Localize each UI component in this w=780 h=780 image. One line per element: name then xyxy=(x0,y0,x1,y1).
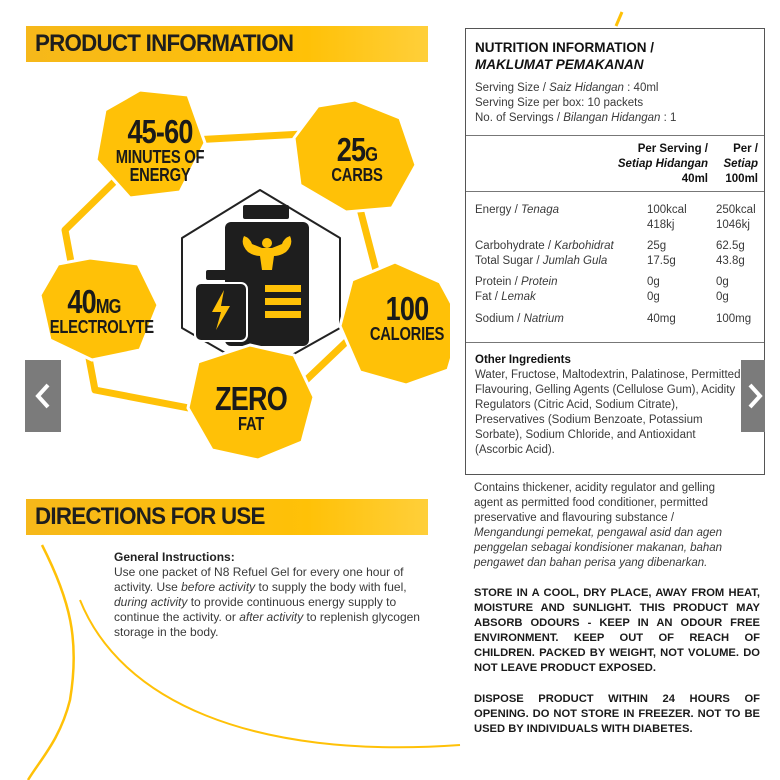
serving-size: Serving Size / Saiz Hidangan : 40ml xyxy=(475,82,659,94)
row-energy-kj-v1: 418kj xyxy=(647,219,675,231)
carousel-prev-button[interactable] xyxy=(25,360,61,432)
row-sugar-label: Total Sugar / Jumlah Gula xyxy=(475,255,608,267)
stat-electrolyte: 40MG ELECTROLYTE xyxy=(49,283,154,337)
other-ingredients: Other Ingredients Water, Fructose, Maltodextrin, Palatinose, Permitted Flavouring, Gelling Agents (Cellulose Gum), Acidity Regulators (Citric Acid, Sodium Citrate), Preservatives (Sodium Benzoate, Potassium Sorbate), Sodium Chloride, and Antioxidant (Ascorbic Acid). xyxy=(475,353,761,458)
divider xyxy=(466,342,764,343)
row-sugar-v2: 43.8g xyxy=(716,255,745,267)
row-fat-v2: 0g xyxy=(716,291,729,303)
storage-warning: STORE IN A COOL, DRY PLACE, AWAY FROM HEAT, MOISTURE AND SUNLIGHT. THIS PRODUCT MAY ABSORB ODOURS - KEEP IN AN ODOUR FREE ENVIRONMENT. KEEP OUT OF REACH OF CHILDREN. PACKED BY WEIGHT, NOT VOLUME. DO NOT LEAVE PRODUCT EXPOSED. xyxy=(474,587,760,674)
contains-text: Contains thickener, acidity regulator and gelling agent as permitted food conditioner, permitted preservative and flavouring substance / Mengandungi pemekat, pengawal asid dan agen penggelan sebagai kondisioner makanan, bahan pengawet dan bahan perisa yang dibenarkan. xyxy=(474,482,723,569)
row-carbohydrate-v1: 25g xyxy=(647,240,667,252)
row-sugar-v1: 17.5g xyxy=(647,255,676,267)
directions-text: Use one packet of N8 Refuel Gel for every one hour of activity. Use before activity to supply the body with fuel, during activity to provide continuous energy supply to continue the activity. or after activity to replenish glycogen storage in the body. xyxy=(114,565,420,639)
stat-zero-fat: ZERO FAT xyxy=(215,380,287,434)
stat-calories: 100 CALORIES xyxy=(369,290,445,344)
product-info-title: PRODUCT INFORMATION xyxy=(35,30,294,57)
row-energy-v2: 250kcal xyxy=(716,204,756,216)
row-protein-label: Protein / Protein xyxy=(475,276,558,288)
directions-title: DIRECTIONS FOR USE xyxy=(35,503,265,530)
directions-subtitle: General Instructions: xyxy=(114,550,235,564)
nutrition-panel xyxy=(465,28,765,475)
row-sodium-label: Sodium / Natrium xyxy=(475,313,564,325)
divider xyxy=(466,135,764,136)
nutrition-title: NUTRITION INFORMATION / MAKLUMAT PEMAKANAN xyxy=(475,40,654,72)
directions-banner xyxy=(26,499,428,535)
stat-carbs: 25G CARBS xyxy=(331,131,383,185)
other-ingredients-title: Other Ingredients xyxy=(475,354,571,366)
row-energy-v1: 100kcal xyxy=(647,204,687,216)
row-protein-v2: 0g xyxy=(716,276,729,288)
chevron-left-icon xyxy=(33,382,53,410)
stat-minutes: 45-60 MINUTES OF ENERGY xyxy=(115,113,205,185)
row-energy-kj-v2: 1046kj xyxy=(716,219,750,231)
row-sodium-v2: 100mg xyxy=(716,313,752,325)
col-per-100ml-header: Per / Setiap 100ml xyxy=(723,143,758,185)
servings-count: No. of Servings / Bilangan Hidangan : 1 xyxy=(475,112,677,124)
serving-per-box: Serving Size per box: 10 packets xyxy=(475,97,644,109)
col-per-serving-header: Per Serving / Setiap Hidangan 40ml xyxy=(617,143,708,185)
row-carbohydrate-label: Carbohydrate / Karbohidrat xyxy=(475,240,614,252)
dispose-warning: DISPOSE PRODUCT WITHIN 24 HOURS OF OPENING. DO NOT STORE IN FREEZER. NOT TO BE USED BY INDIVIDUALS WITH DIABETES. xyxy=(474,693,760,735)
row-fat-label: Fat / Lemak xyxy=(475,291,536,303)
row-protein-v1: 0g xyxy=(647,276,660,288)
divider xyxy=(466,191,764,192)
directions-body xyxy=(114,550,444,640)
product-info-banner xyxy=(26,26,428,62)
row-carbohydrate-v2: 62.5g xyxy=(716,240,745,252)
chevron-right-icon xyxy=(745,382,765,410)
carousel-next-button[interactable] xyxy=(741,360,765,432)
row-sodium-v1: 40mg xyxy=(647,313,676,325)
row-fat-v1: 0g xyxy=(647,291,660,303)
row-energy-label: Energy / Tenaga xyxy=(475,204,559,216)
